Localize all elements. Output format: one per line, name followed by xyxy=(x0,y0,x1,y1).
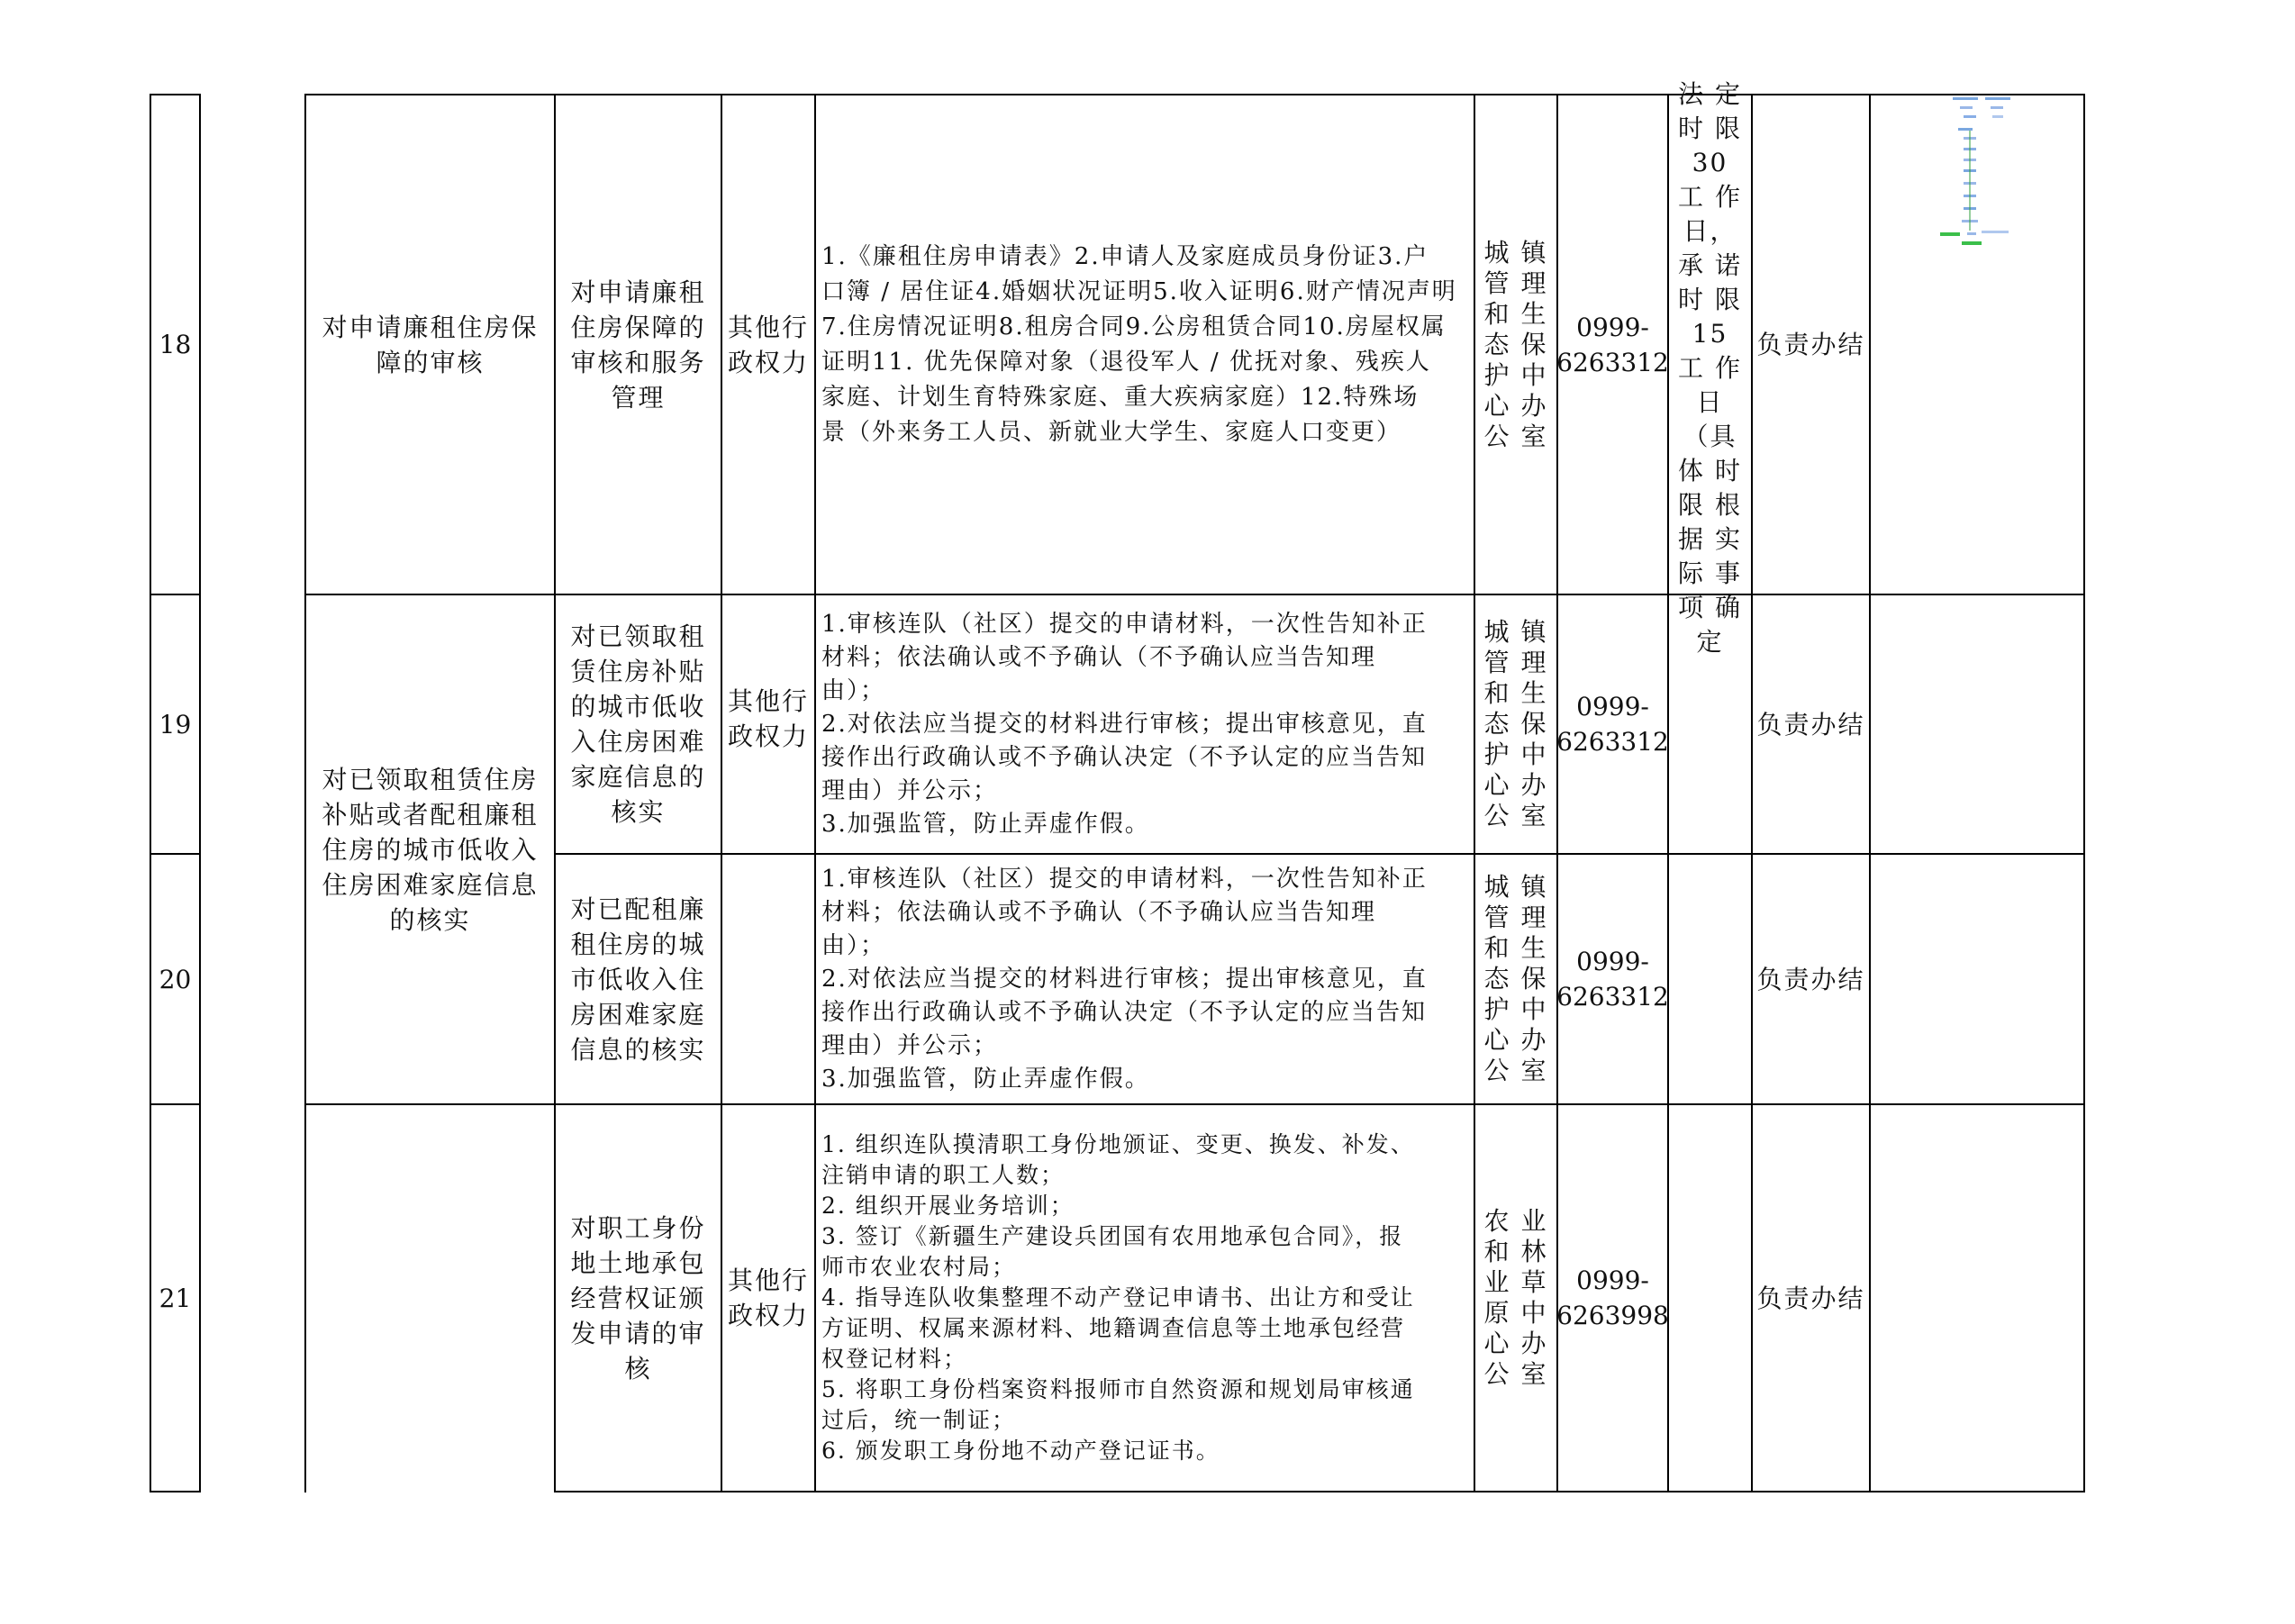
time-limit xyxy=(1669,855,1751,1103)
department-text: 城 镇 管 理 和 生 态 保 护 中 心 办 公 室 xyxy=(1483,872,1548,1085)
power-type-text: 其他行 政权力 xyxy=(727,1266,809,1330)
item-name-text: 对申请廉租住房保 障的审核 xyxy=(322,312,539,377)
phone-text: 0999- 6263312 xyxy=(1556,312,1669,377)
row-number: 19 xyxy=(159,709,192,739)
responsibility xyxy=(1753,855,1869,1103)
power-type-text: 其他行 政权力 xyxy=(727,686,809,751)
time-limit xyxy=(1669,595,1751,853)
department xyxy=(1475,595,1556,853)
responsibility xyxy=(1753,95,1869,594)
item-name xyxy=(306,595,554,1103)
sub-item xyxy=(556,1105,721,1491)
power-type-text: 其他行 政权力 xyxy=(727,312,809,377)
power-type xyxy=(722,95,814,594)
sub-item xyxy=(556,595,721,853)
responsibility-text: 负责办结 xyxy=(1756,964,1865,994)
item-name xyxy=(306,1105,554,1491)
sub-item-text: 对已领取租 赁住房补贴 的城市低收 入住房困难 家庭信息的 核实 xyxy=(570,621,706,827)
item-name-text: 对已领取租赁住房 补贴或者配租廉租 住房的城市低收入 住房困难家庭信息 的核实 xyxy=(322,764,539,935)
power-type xyxy=(722,1105,814,1491)
time-limit xyxy=(1669,1105,1751,1491)
materials xyxy=(816,1105,1474,1491)
sub-item xyxy=(556,95,721,594)
table-line xyxy=(150,1491,201,1492)
phone xyxy=(1558,855,1667,1103)
row-number: 21 xyxy=(159,1283,192,1313)
sub-item-text: 对申请廉租 住房保障的 审核和服务 管理 xyxy=(570,277,706,413)
phone-text: 0999- 6263312 xyxy=(1556,692,1669,757)
sub-item-text: 对已配租廉 租住房的城 市低收入住 房困难家庭 信息的核实 xyxy=(570,894,706,1065)
department xyxy=(1475,95,1556,594)
department xyxy=(1475,1105,1556,1491)
flowchart-image xyxy=(1928,95,2027,258)
table-line xyxy=(2083,94,2085,1492)
phone xyxy=(1558,595,1667,853)
materials-text: 1. 组织连队摸清职工身份地颁证、变更、换发、补发、 注销申请的职工人数； 2. 组织开展业务培训； 3. 签订《新疆生产建设兵团国有农用地承包合同》，报 师市农业农村局； 4. 指导连队收集整理不动产登记申请书、出让方和受让 方证明、权属来源材料、地籍调查信息等土地承包经营 权登记材料； 5. 将职工身份档案资料报师市自然资源和规划局审核通 过后，统一制证； 6. 颁发职工身份地不动产登记证书。 xyxy=(821,1131,1415,1464)
department-text: 农 业 和 林 业 草 原 中 心 办 公 室 xyxy=(1483,1206,1548,1389)
item-name xyxy=(306,95,554,594)
sub-item xyxy=(556,855,721,1103)
department-text: 城 镇 管 理 和 生 态 保 护 中 心 办 公 室 xyxy=(1483,617,1548,830)
materials-text: 1.《廉租住房申请表》2.申请人及家庭成员身份证3.户 口簿 / 居住证4.婚姻状况证明5.收入证明6.财产情况声明 7.住房情况证明8.租房合同9.公房租赁合同10.房屋权属 证明11. 优先保障对象（退役军人 / 优抚对象、残疾人 家庭、计划生育特殊家庭、重大疾病家庭）12.特殊场 景（外来务工人员、新就业大学生、家庭人口变更） xyxy=(821,242,1457,446)
responsibility-text: 负责办结 xyxy=(1756,1283,1865,1313)
phone xyxy=(1558,95,1667,594)
power-type xyxy=(722,595,814,1103)
flowchart-thumbnail xyxy=(1871,95,2083,594)
department-text: 城 镇 管 理 和 生 态 保 护 中 心 办 公 室 xyxy=(1483,237,1548,451)
department xyxy=(1475,855,1556,1103)
time-limit-text: 法 定 时 限 30 工 作 日， 承 诺 时 限 15 工 作 日 （具 体 时 限 根 据 实 际 事 项 确 定 xyxy=(1678,79,1742,657)
table-line xyxy=(554,1491,2085,1492)
row-number: 20 xyxy=(159,964,192,994)
responsibility-text: 负责办结 xyxy=(1756,330,1865,359)
materials xyxy=(816,95,1474,594)
materials-text: 1.审核连队（社区）提交的申请材料，一次性告知补正 材料；依法确认或不予确认（不予确认应当告知理 由）； 2.对依法应当提交的材料进行审核；提出审核意见，直 接作出行政确认或不予确认决定（不予认定的应当告知 理由）并公示； 3.加强监管，防止弄虚作假。 xyxy=(821,610,1428,838)
sub-item-text: 对职工身份 地土地承包 经营权证颁 发申请的审 核 xyxy=(570,1212,706,1384)
phone-text: 0999- 6263312 xyxy=(1556,947,1669,1012)
responsibility-text: 负责办结 xyxy=(1756,709,1865,739)
time-limit xyxy=(1669,79,1751,657)
phone-text: 0999- 6263998 xyxy=(1556,1266,1669,1330)
responsibility xyxy=(1753,1105,1869,1491)
materials-text: 1.审核连队（社区）提交的申请材料，一次性告知补正 材料；依法确认或不予确认（不予确认应当告知理 由）； 2.对依法应当提交的材料进行审核；提出审核意见，直 接作出行政确认或不予确认决定（不予认定的应当告知 理由）并公示； 3.加强监管，防止弄虚作假。 xyxy=(821,865,1428,1093)
row-number: 18 xyxy=(159,330,192,359)
table-line xyxy=(199,94,201,1492)
materials xyxy=(816,595,1474,853)
responsibility xyxy=(1753,595,1869,853)
phone xyxy=(1558,1105,1667,1491)
materials xyxy=(816,855,1474,1103)
